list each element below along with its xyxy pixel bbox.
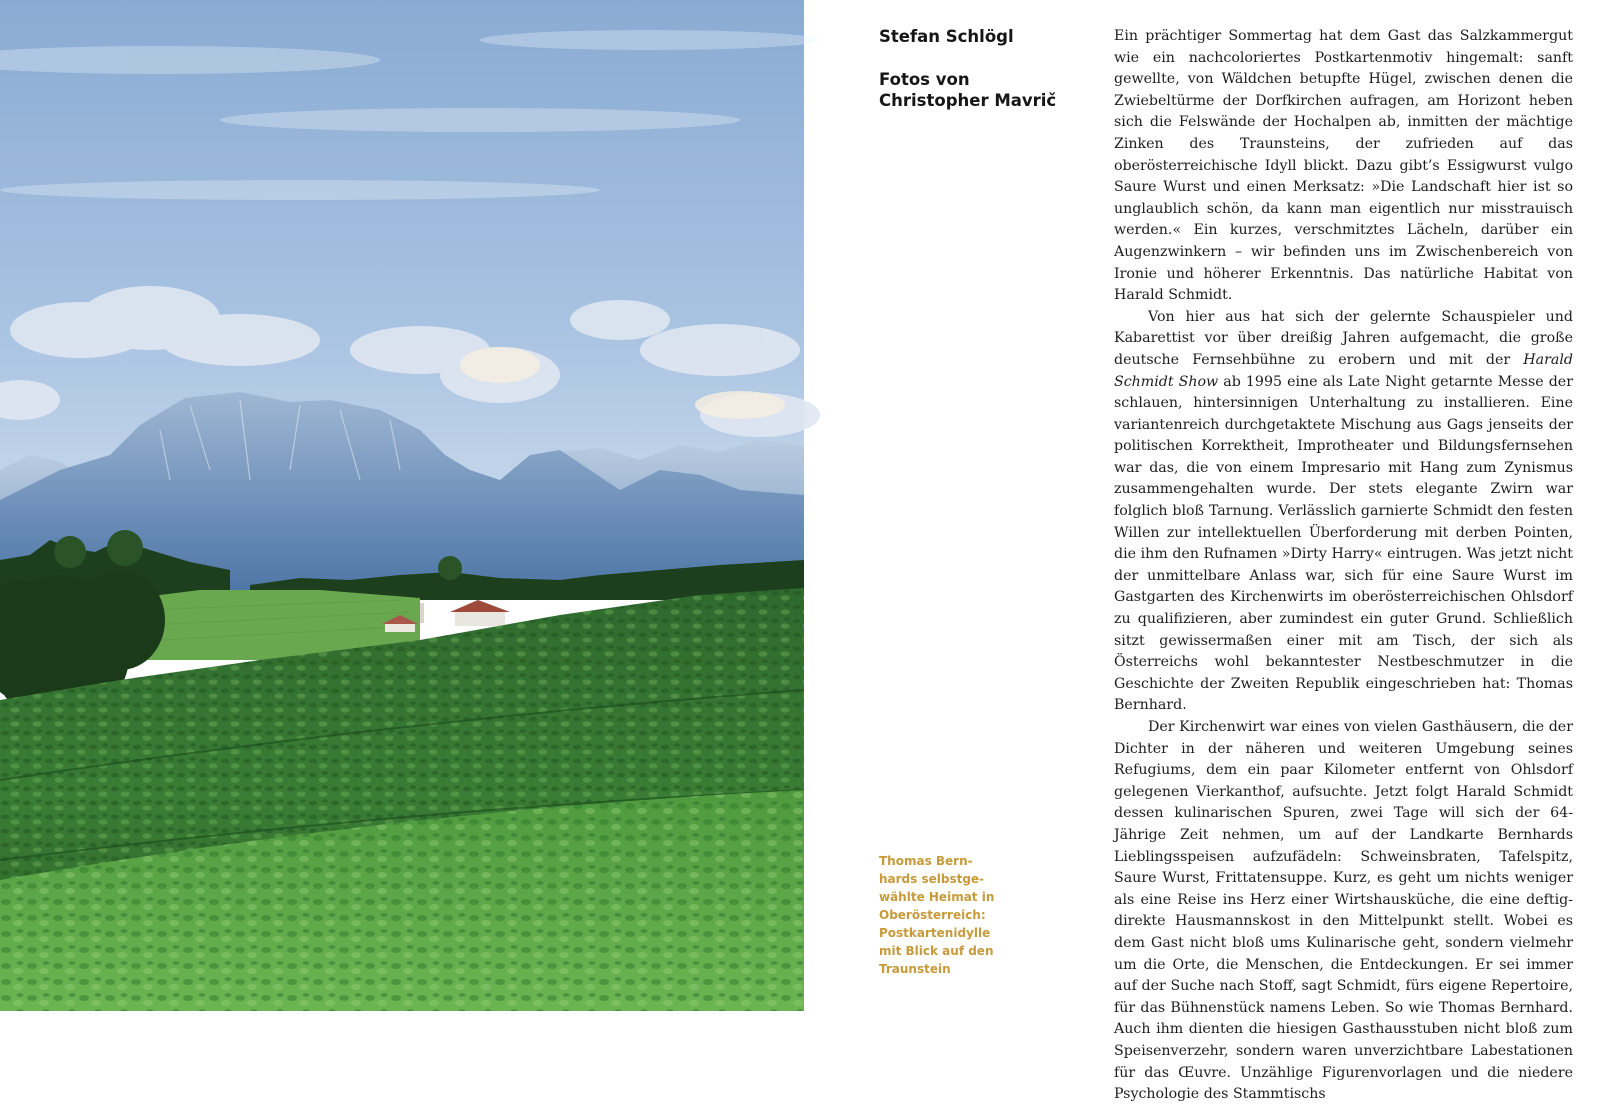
caption-line-3: wählte Heimat in bbox=[879, 890, 995, 904]
paragraph-2-text-a: Von hier aus hat sich der gelernte Schauspieler und Kabarettist vor über dreißig Jahren aufgemacht, die große deutsche Fernsehbühne zu erobern und mit der bbox=[1114, 308, 1573, 368]
byline bbox=[879, 26, 1099, 111]
landscape-illustration bbox=[0, 0, 804, 1011]
paragraph-2-text-b: ab 1995 eine als Late Night getarnte Messe der schlauen, hintersinnigen Unterhaltung zu installieren. Eine variantenreich durchgetaktete Mischung aus Gags jenseits der politischen Korrektheit, Improtheater und Bildungsfernsehen war das, die von einem Impresario mit Hang zum Zynismus zusammengehalten wurde. Der stets elegante Zwirn war folglich bloß Tarnung. Verlässlich garnierte Schmidt den festen Willen zur intellektuellen Überforderung mit derben Pointen, die ihm den Rufnamen »Dirty Harry« eintrugen. Was jetzt nicht der unmittelbare Anlass war, sich für eine Saure Wurst im Gastgarten des Kirchenwirts im oberösterreichischen Ohlsdorf zu qualifizieren, aber zumindest ein guter Grund. Schließlich sitzt gewissermaßen einer mit am Tisch, der sich als Österreichs wohl bekanntester Nestbeschmutzer in die Geschichte der Zweiten Republik eingeschrieben hat: Thomas Bernhard. bbox=[1114, 373, 1573, 714]
caption-line-4: Oberösterreich: bbox=[879, 908, 986, 922]
caption-line-2: hards selbstge- bbox=[879, 872, 985, 886]
photo-caption bbox=[879, 852, 1009, 978]
caption-line-7: Traunstein bbox=[879, 962, 951, 976]
caption-line-1: Thomas Bern- bbox=[879, 854, 973, 868]
article-paragraph bbox=[1114, 717, 1573, 1106]
caption-line-5: Postkartenidylle bbox=[879, 926, 991, 940]
photographer-credit-line-2: Christopher Mavrič bbox=[879, 91, 1057, 110]
landscape-photo bbox=[0, 0, 804, 1011]
paragraph-3-text: Der Kirchenwirt war eines von vielen Gasthäusern, die der Dichter in der näheren und weiteren Umgebung seines Refugiums, dem ein paar Kilometer entfernt von Ohlsdorf gelegenen Vierkanthof, aufsuchte. Jetzt folgt Harald Schmidt dessen kulinarischen Spuren, zwei Tage will sich der 64-Jährige Zeit nehmen, um auf der Landkarte Bernhards Lieblingsspeisen aufzufädeln: Schweinsbraten, Tafelspitz, Saure Wurst, Frittatensuppe. Kurz, es geht um nichts weniger als eine Reise ins Herz einer Wirtshausküche, die eine deftig-direkte Hausmannskost in den Mittelpunkt stellt. Wobei es dem Gast nicht bloß ums Kulinarische geht, sondern vielmehr um die Orte, die Menschen, die Entdeckungen. Er sei immer auf der Suche nach Stoff, sagt Schmidt, fürs eigene Repertoire, für das Bühnenstück namens Leben. So wie Thomas Bernhard. Auch ihm dienten die hiesigen Gasthausstuben nicht bloß zum Speisenverzehr, sondern waren unverzichtbare Labestationen für das Œuvre. Unzählige Figurenvorlagen und die niedere Psychologie des Stammtischs bbox=[1114, 719, 1573, 1103]
article-paragraph bbox=[1114, 307, 1573, 717]
article-paragraph bbox=[1114, 26, 1573, 307]
caption-line-6: mit Blick auf den bbox=[879, 944, 994, 958]
paragraph-1-text: Ein prächtiger Sommertag hat dem Gast das Salzkammergut wie ein nachcoloriertes Postkartenmotiv hingemalt: sanft gewellte, von Wäldchen betupfte Hügel, zwischen denen die Zwiebeltürme der Dorfkirchen aufragen, am Horizont heben sich die Felswände der Hochalpen ab, inmitten der mächtige Zinken des Traunsteins, der zufrieden auf das oberösterreichische Idyll blickt. Dazu gibt’s Essigwurst vulgo Saure Wurst und einen Merksatz: »Die Landschaft hier ist so unglaublich schön, da kann man eigentlich nur misstrauisch werden.« Ein kurzes, verschmitztes Lächeln, darüber ein Augenzwinkern – wir befinden uns im Zwischenbereich von Ironie und höherer Erkenntnis. Das natürliche Habitat von Harald Schmidt. bbox=[1114, 28, 1573, 304]
show-title: Harald Schmidt Show bbox=[1114, 351, 1573, 390]
author-name: Stefan Schlögl bbox=[879, 27, 1014, 46]
photographer-credit-line-1: Fotos von bbox=[879, 70, 970, 89]
article-body bbox=[1114, 26, 1573, 1106]
photographer-credit bbox=[879, 69, 1099, 111]
